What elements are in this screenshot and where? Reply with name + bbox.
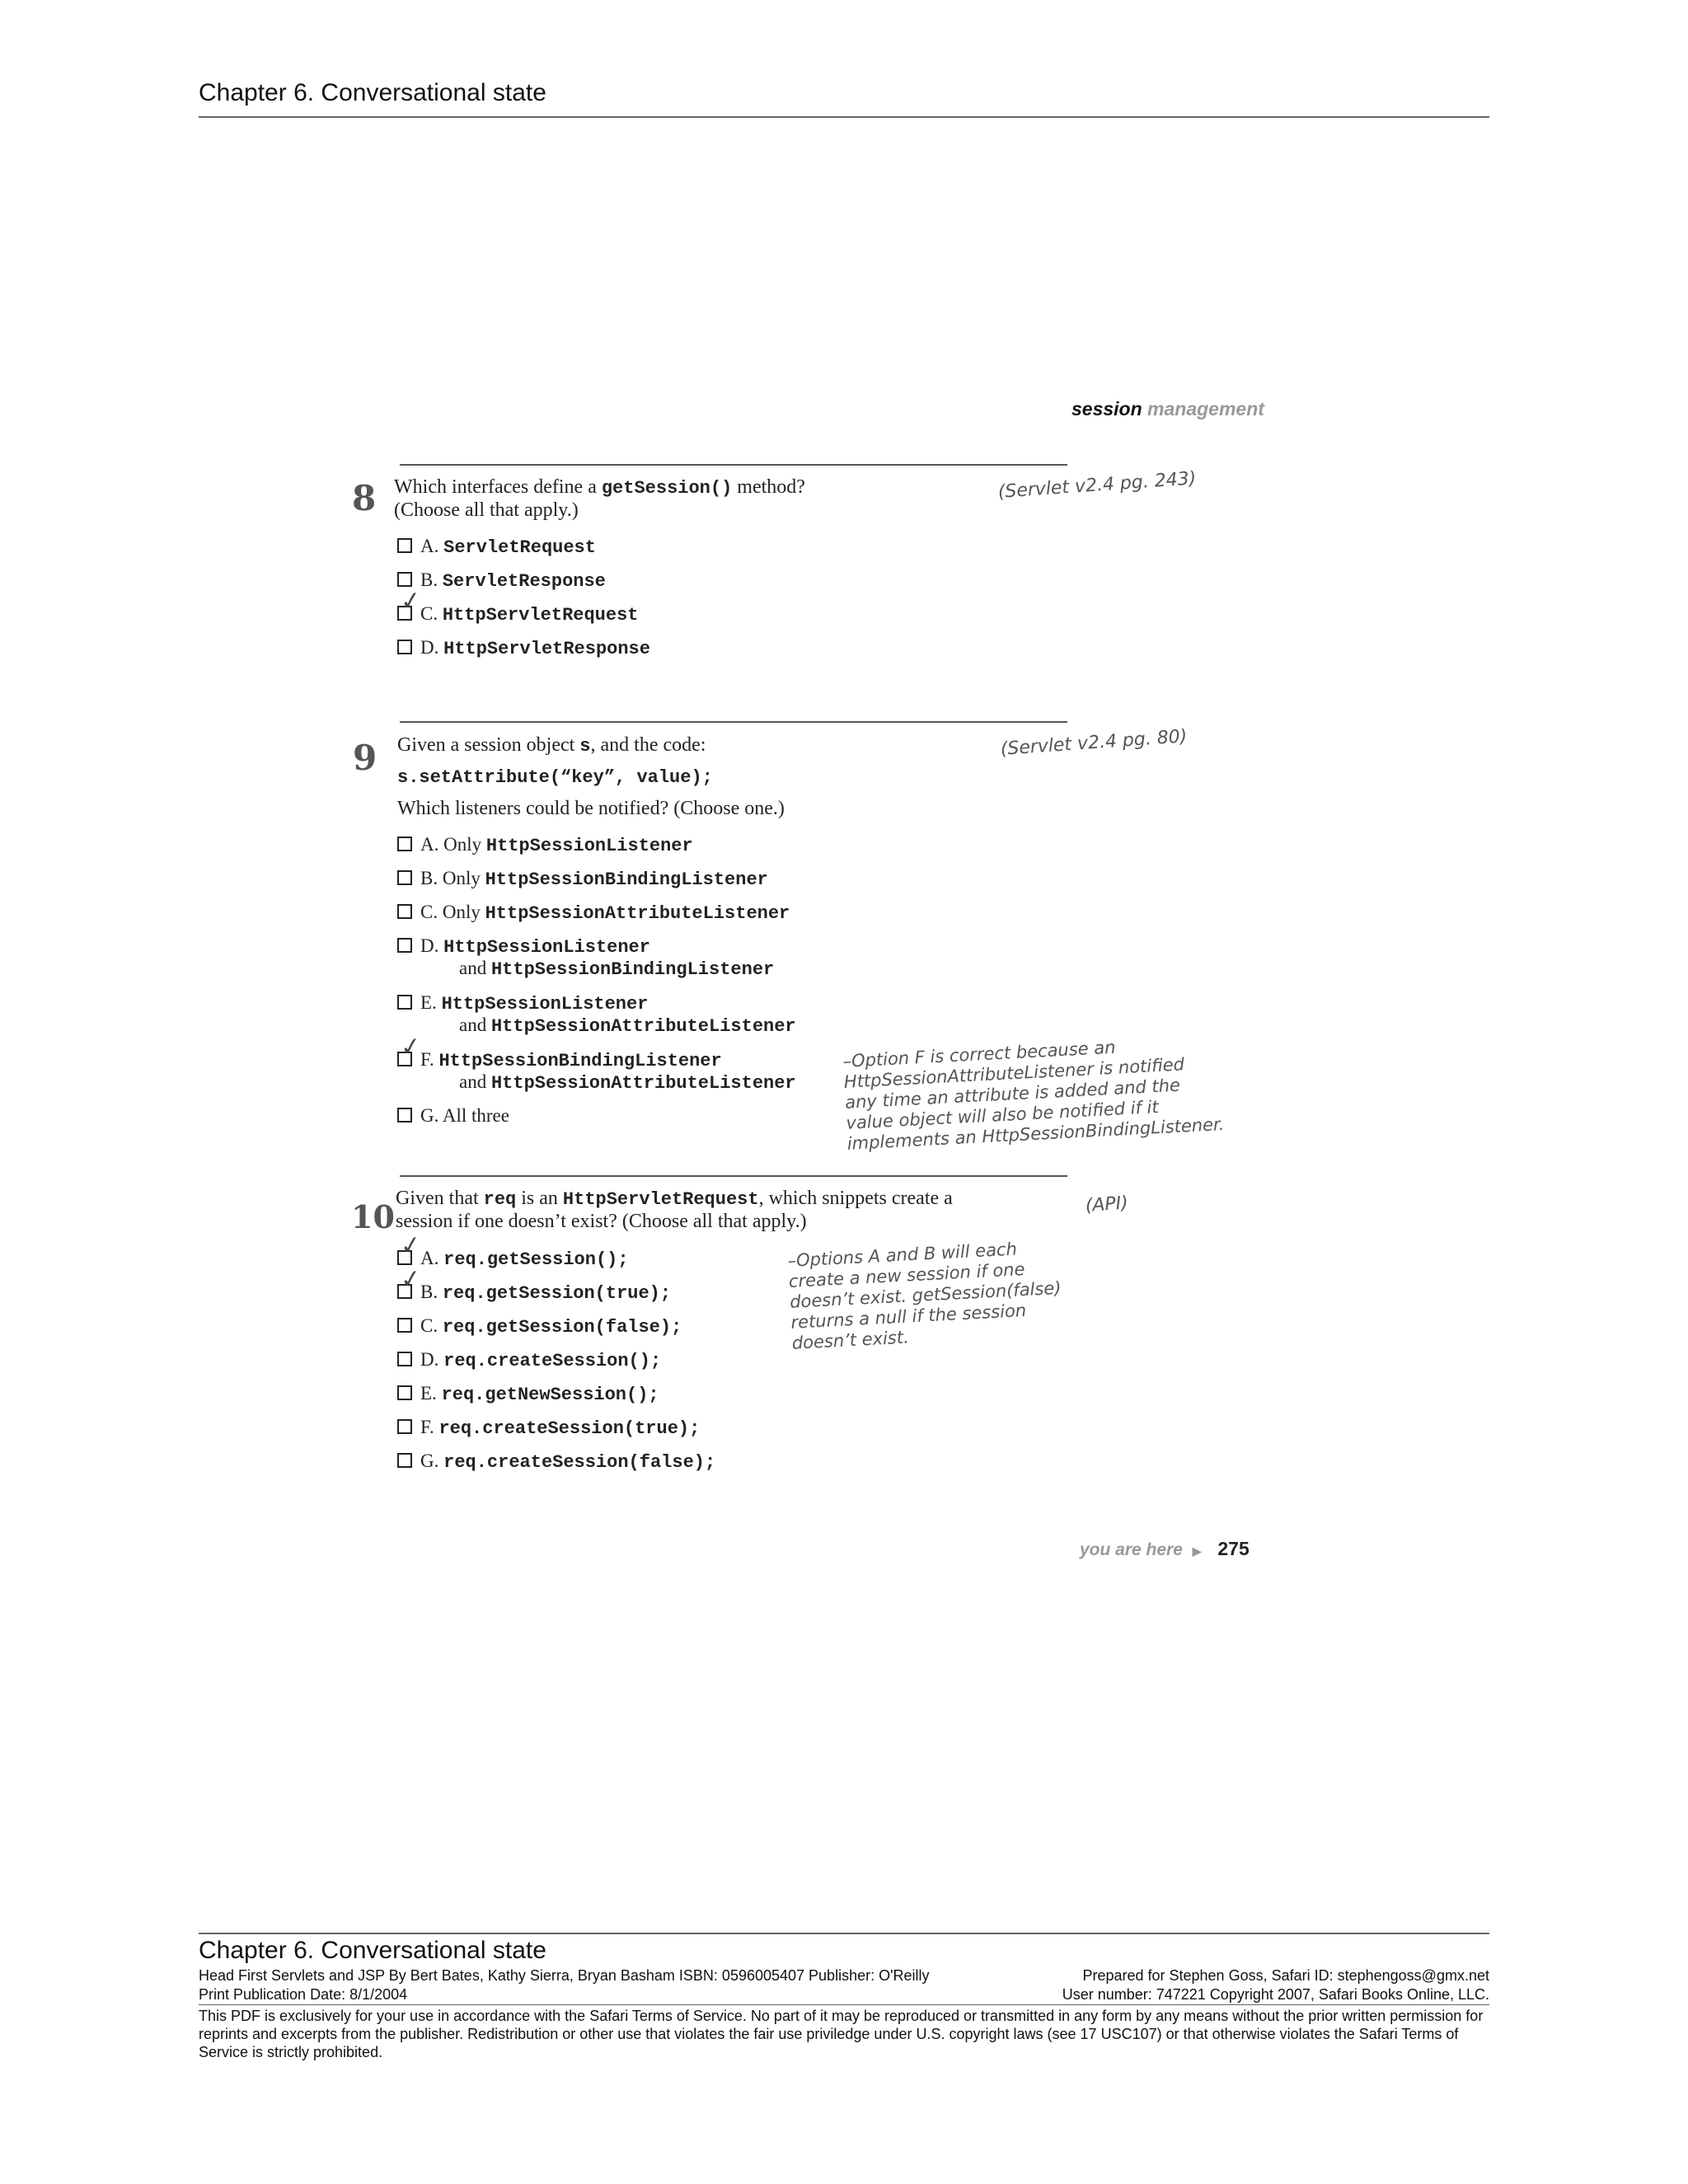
footer-book-info: Head First Servlets and JSP By Bert Bates, Kathy Sierra, Bryan Basham ISBN: 0596005407 Publisher: O'Reilly — [199, 1967, 930, 1984]
footer-prepared-for: Prepared for Stephen Goss, Safari ID: stephengoss@gmx.net — [1082, 1967, 1489, 1984]
q8-prompt — [394, 476, 805, 522]
q10-prompt — [396, 1188, 953, 1233]
option-cont-code: HttpSessionAttributeListener — [490, 1073, 796, 1094]
q9-prompt — [397, 734, 706, 757]
option-cont-code: HttpSessionBindingListener — [490, 959, 775, 980]
q9-prompt-text-end: , and the code: — [590, 734, 706, 756]
page-marker — [1080, 1538, 1250, 1560]
q9-reference: (Servlet v2.4 pg. 80) — [1000, 726, 1189, 760]
q9-divider — [400, 721, 1067, 723]
option-label: D. — [420, 935, 444, 956]
option-label: C. — [420, 603, 443, 624]
q10-option-g[interactable] — [397, 1451, 715, 1474]
q8-option-b[interactable] — [397, 569, 606, 593]
option-cont-code: HttpSessionAttributeListener — [490, 1016, 796, 1037]
option-label: C. — [420, 1315, 443, 1336]
option-code: HttpSessionListener — [485, 836, 693, 856]
option-code: req.getSession(true); — [442, 1283, 672, 1304]
q10-divider — [400, 1175, 1067, 1177]
checkbox-icon[interactable] — [397, 1352, 412, 1366]
q8-option-c[interactable] — [397, 603, 638, 626]
option-label: E. — [420, 992, 442, 1013]
q10-number: 10 — [351, 1198, 395, 1235]
q10-option-b[interactable] — [397, 1282, 671, 1305]
footer-divider-top — [199, 1933, 1489, 1934]
q8-prompt-text-end: method? — [732, 476, 805, 498]
checked-checkbox-icon[interactable] — [397, 1052, 412, 1066]
page-number: 275 — [1217, 1538, 1250, 1559]
option-code: HttpSessionBindingListener — [438, 1051, 722, 1071]
q8-reference: (Servlet v2.4 pg. 243) — [997, 468, 1198, 503]
triangle-right-icon: ▶ — [1192, 1544, 1202, 1558]
q8-prompt-instruction: (Choose all that apply.) — [394, 499, 579, 521]
q9-option-e-continued — [459, 1015, 796, 1038]
footer-user-number: User number: 747221 Copyright 2007, Safari Books Online, LLC. — [1062, 1986, 1489, 2003]
q10-option-c[interactable] — [397, 1315, 682, 1338]
checkbox-icon[interactable] — [397, 995, 412, 1010]
checkbox-icon[interactable] — [397, 870, 412, 885]
q10-option-f[interactable] — [397, 1417, 700, 1440]
q10-prompt-code: req — [483, 1189, 517, 1210]
option-label: F. — [420, 1417, 439, 1437]
checked-checkbox-icon[interactable] — [397, 1284, 412, 1299]
option-label: B. Only — [420, 868, 485, 888]
option-code: req.createSession(false); — [443, 1452, 716, 1473]
option-label: E. — [420, 1383, 442, 1404]
q8-prompt-code: getSession() — [601, 478, 733, 499]
q9-prompt-text: Given a session object — [397, 734, 580, 756]
checkbox-icon[interactable] — [397, 640, 412, 654]
checkbox-icon[interactable] — [397, 1419, 412, 1434]
checkbox-icon[interactable] — [397, 572, 412, 587]
option-code: HttpSessionBindingListener — [485, 869, 768, 890]
option-code: req.getNewSession(); — [441, 1385, 659, 1405]
q9-option-e[interactable] — [397, 992, 648, 1015]
footer-chapter-title: Chapter 6. Conversational state — [199, 1937, 546, 1964]
checkbox-icon[interactable] — [397, 938, 412, 953]
q10-prompt-text-end: , which snippets create a — [758, 1188, 953, 1209]
q9-option-d-continued — [459, 958, 774, 981]
q9-option-d[interactable] — [397, 935, 650, 958]
option-label: A. — [420, 536, 444, 556]
option-code: ServletRequest — [443, 537, 596, 558]
option-label: D. — [420, 637, 444, 658]
checkbox-icon[interactable] — [397, 538, 412, 553]
option-code: ServletResponse — [442, 571, 606, 592]
header-divider — [199, 116, 1489, 118]
q10-prompt-text-mid: is an — [516, 1188, 563, 1209]
option-code: HttpSessionListener — [443, 937, 650, 958]
checkbox-icon[interactable] — [397, 1385, 412, 1400]
q9-handwritten-note: –Option F is correct because an HttpSessionAttributeListener is notified any time an attribute is added and the value object will also be notified if it implements an HttpSessionBindingListener. — [842, 1037, 1225, 1154]
option-code: req.getSession(); — [443, 1249, 629, 1270]
footer-divider-bottom — [199, 2004, 1489, 2005]
option-label: F. — [420, 1049, 439, 1070]
option-cont-label: and — [459, 1015, 491, 1035]
q8-number: 8 — [352, 478, 377, 518]
option-label: B. — [420, 569, 443, 590]
checked-checkbox-icon[interactable] — [397, 1250, 412, 1265]
checkbox-icon[interactable] — [397, 1318, 412, 1333]
q10-option-a[interactable] — [397, 1248, 629, 1271]
option-code: HttpSessionAttributeListener — [485, 903, 790, 924]
q8-prompt-text: Which interfaces define a — [394, 476, 602, 498]
checkbox-icon[interactable] — [397, 837, 412, 851]
you-are-here-label: you are here — [1080, 1540, 1183, 1559]
chapter-header: Chapter 6. Conversational state — [199, 79, 546, 106]
q10-handwritten-note: –Options A and B will each create a new session if one doesn’t exist. getSession(false) returns a null if the session doesn’t exist. — [787, 1239, 1062, 1353]
q9-code-line: s.setAttribute(“key”, value); — [397, 767, 713, 788]
q10-prompt-instruction: session if one doesn’t exist? (Choose all that apply.) — [396, 1211, 807, 1232]
q9-option-f-continued — [459, 1071, 796, 1094]
option-code: req.getSession(false); — [442, 1317, 682, 1338]
q8-option-d[interactable] — [397, 637, 650, 660]
q8-divider — [400, 464, 1067, 466]
option-label: B. — [420, 1282, 443, 1302]
option-code: req.createSession(); — [443, 1351, 662, 1371]
section-label-light: management — [1142, 398, 1264, 419]
option-label: G. All three — [420, 1105, 509, 1126]
q10-prompt-code-2: HttpServletRequest — [562, 1189, 759, 1210]
checkbox-icon[interactable] — [397, 1453, 412, 1468]
option-code: req.createSession(true); — [438, 1418, 701, 1439]
option-code: HttpServletRequest — [442, 605, 639, 626]
q10-option-d[interactable] — [397, 1349, 661, 1372]
section-label-bold: session — [1071, 398, 1142, 419]
q9-option-g[interactable] — [397, 1105, 509, 1127]
q10-option-e[interactable] — [397, 1383, 659, 1406]
q10-prompt-text: Given that — [396, 1188, 484, 1209]
q9-instruction: Which listeners could be notified? (Choose one.) — [397, 798, 785, 819]
q9-option-c[interactable] — [397, 902, 790, 925]
option-code: HttpServletResponse — [443, 639, 650, 659]
q9-option-f[interactable] — [397, 1049, 722, 1072]
option-label: A. — [420, 1248, 444, 1268]
option-label: C. Only — [420, 902, 485, 922]
checked-checkbox-icon[interactable] — [397, 606, 412, 621]
q9-number: 9 — [353, 738, 377, 778]
checkbox-icon[interactable] — [397, 904, 412, 919]
checkbox-icon[interactable] — [397, 1108, 412, 1122]
section-label — [1071, 398, 1264, 420]
option-cont-label: and — [459, 958, 491, 978]
q9-option-a[interactable] — [397, 834, 693, 857]
option-label: A. Only — [420, 834, 486, 855]
option-code: HttpSessionListener — [441, 994, 649, 1015]
q9-prompt-code: s — [579, 736, 591, 757]
q9-option-b[interactable] — [397, 868, 768, 891]
option-label: D. — [420, 1349, 444, 1370]
option-label: G. — [420, 1451, 444, 1471]
footer-legal: This PDF is exclusively for your use in accordance with the Safari Terms of Service. No part of it may be reproduced or transmitted in any form by any means without the prior written permission for reprints and excerpts from the publisher. Redistribution or other use that violates the fair use priviledge under U.S. copyright laws (see 17 USC107) or that otherwise violates the Safari Terms of Service is strictly prohibited. — [199, 2008, 1484, 2060]
footer-pub-date: Print Publication Date: 8/1/2004 — [199, 1986, 408, 2003]
q10-reference: (API) — [1085, 1193, 1129, 1216]
q8-option-a[interactable] — [397, 536, 596, 559]
option-cont-label: and — [459, 1071, 491, 1092]
